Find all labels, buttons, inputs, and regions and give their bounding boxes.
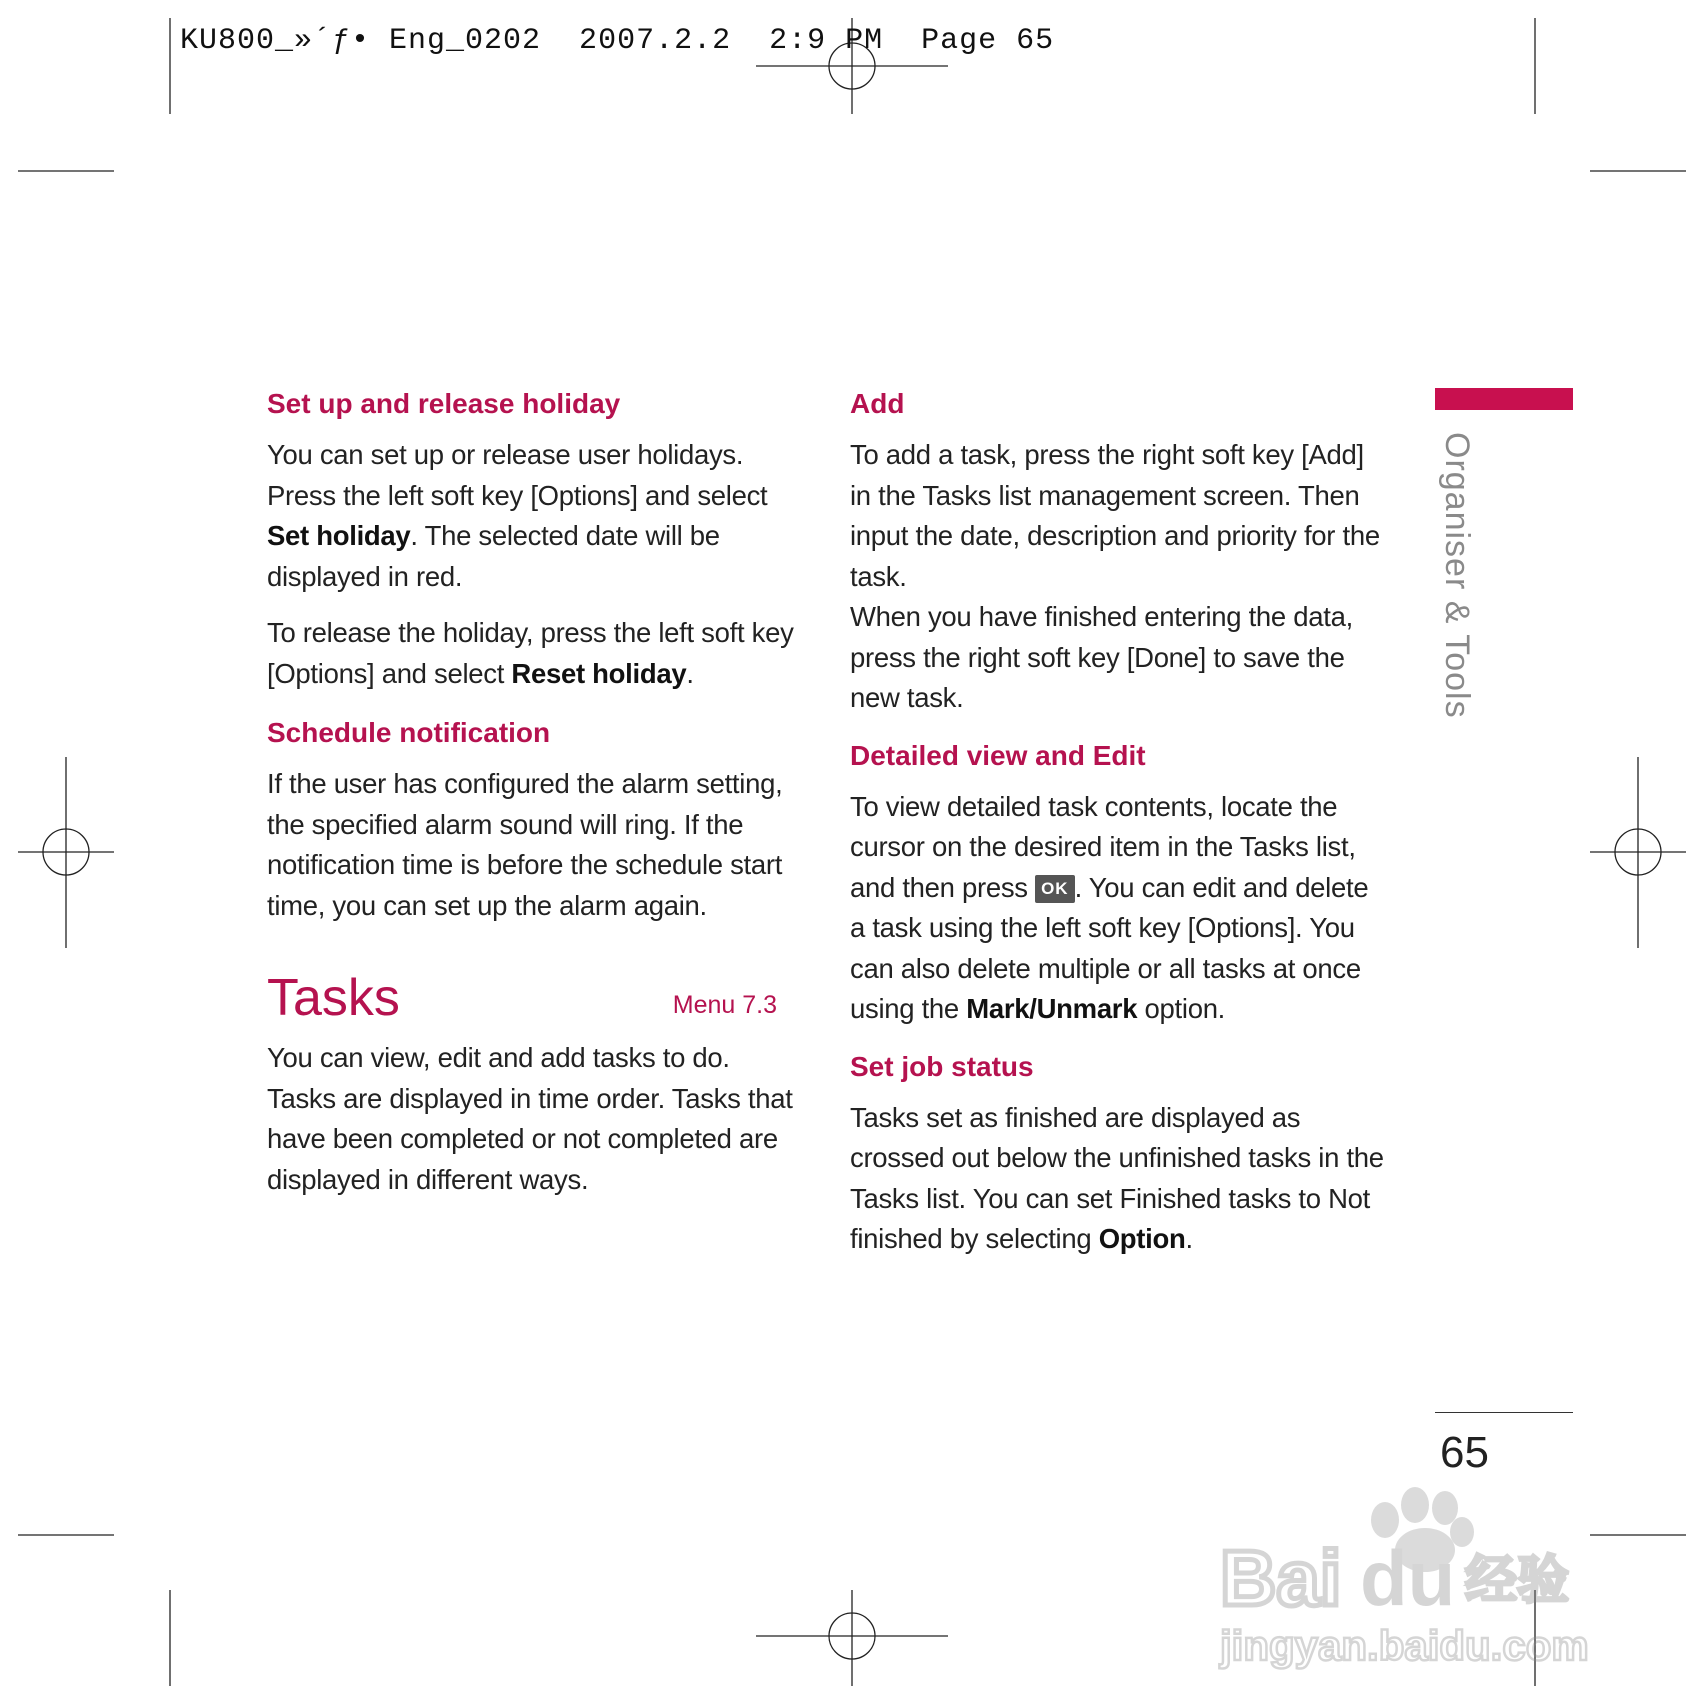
paragraph-job-status: Tasks set as finished are displayed as crossed out below the unfinished tasks in the Tasks list. You can set Finished tasks to Not finished by selecting Option. <box>850 1101 1384 1254</box>
page-number-rule <box>1435 1412 1573 1413</box>
right-column <box>850 387 1390 1276</box>
svg-text:经验: 经验 <box>1465 1551 1570 1611</box>
page-number: 65 <box>1440 1428 1489 1477</box>
paragraph-detailed-view: To view detailed task contents, locate the cursor on the desired item in the Tasks list, and then press OK . You can edit and delete a task using the left soft key [Options]. You can also delete multiple or all tasks at once using the Mark/Unmark option. <box>850 790 1369 1024</box>
paragraph-schedule: If the user has configured the alarm setting, the specified alarm sound will ring. If the notification time is before the schedule start time, you can set up the alarm again. <box>267 768 783 921</box>
ok-key-icon: OK <box>1035 875 1075 903</box>
left-column <box>267 387 797 1216</box>
paragraph-holiday-setup: You can set up or release user holidays. Press the left soft key [Options] and select Set holiday. The selected date will be displayed in red. <box>267 439 768 592</box>
svg-text:jingyan.baidu.com: jingyan.baidu.com <box>1220 1622 1589 1669</box>
print-slug: KU800_»´ƒ• Eng_0202 2007.2.2 2:9 PM Page 65 <box>180 24 1055 58</box>
paragraph-add-done: When you have finished entering the data, press the right soft key [Done] to save the new task. <box>850 601 1353 713</box>
section-tab-marker <box>1435 388 1573 410</box>
side-section-label: Organiser & Tools <box>1438 432 1476 719</box>
heading-detailed-view: Detailed view and Edit <box>850 739 1146 771</box>
heading-job-status: Set job status <box>850 1050 1034 1082</box>
svg-text:du: du <box>1360 1534 1456 1622</box>
heading-schedule-notification: Schedule notification <box>267 717 551 748</box>
heading-holiday: Set up and release holiday <box>267 388 621 419</box>
tasks-menu-number: Menu 7.3 <box>672 991 777 1019</box>
tasks-section-header <box>267 970 777 1026</box>
paragraph-tasks-intro: You can view, edit and add tasks to do. Tasks are displayed in time order. Tasks that have been completed or not completed are displayed in different ways. <box>267 1042 793 1195</box>
tasks-title: Tasks <box>267 969 400 1027</box>
heading-add: Add <box>850 388 905 419</box>
svg-text:Bai: Bai <box>1220 1534 1342 1622</box>
baidu-watermark-logo <box>1210 1470 1610 1670</box>
paragraph-holiday-release: To release the holiday, press the left soft key [Options] and select Reset holiday. <box>267 617 794 689</box>
paragraph-add: To add a task, press the right soft key [Add] in the Tasks list management screen. Then input the date, description and priority for the task. <box>850 439 1380 592</box>
